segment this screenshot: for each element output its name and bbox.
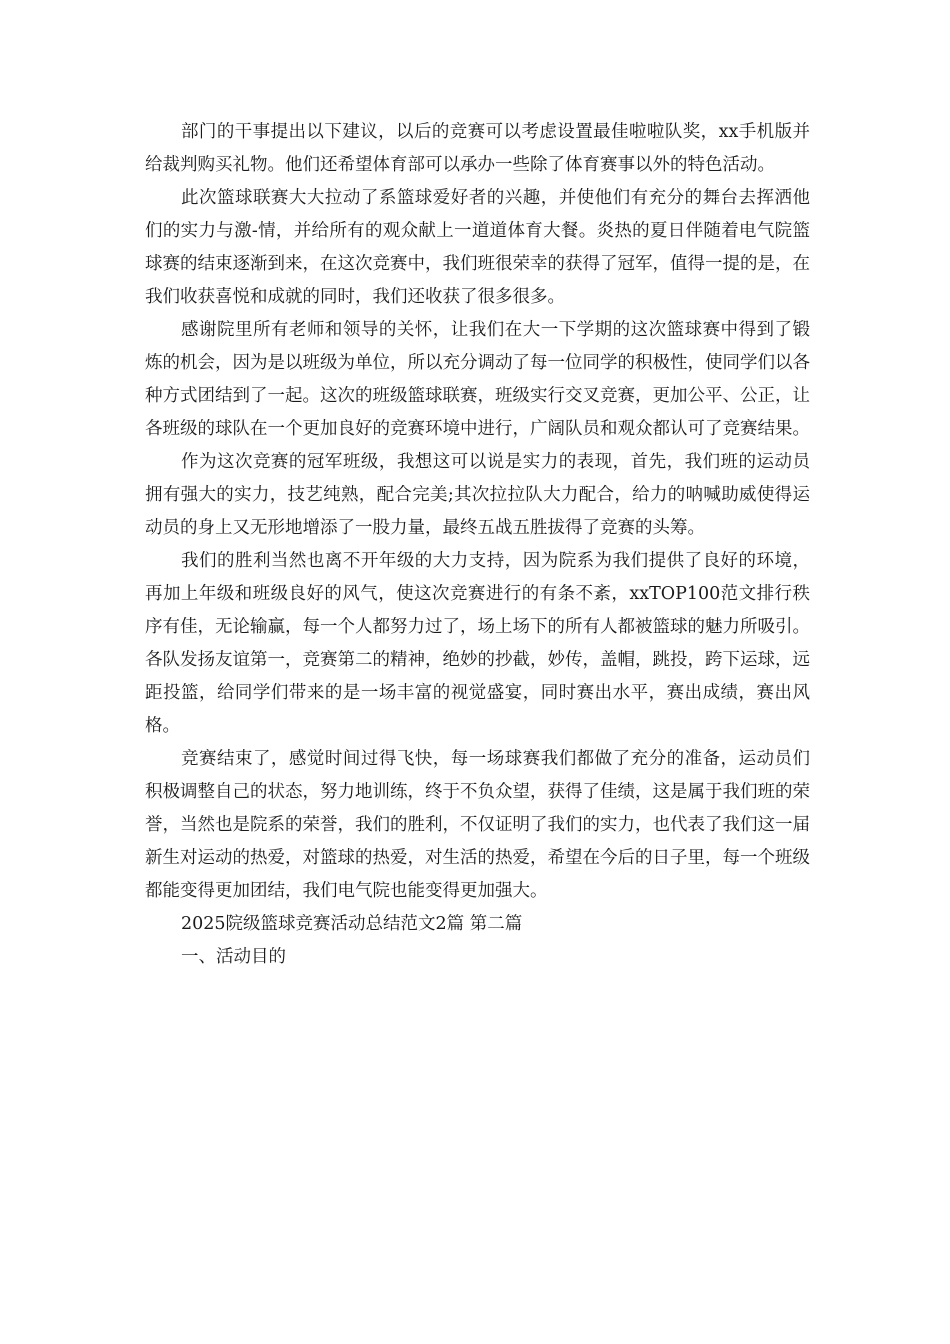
paragraph-league-interest: 此次篮球联赛大大拉动了系篮球爱好者的兴趣，并使他们有充分的舞台去挥洒他们的实力与激-情，并给所有的观众献上一道道体育大餐。炎热的夏日伴随着电气院篮球赛的结束逐渐到来，在这次竞赛中，我们班很荣幸的获得了冠军，值得一提的是，在我们收获喜悦和成就的同时，我们还收获了很多很多。 [145, 188, 810, 307]
paragraph-conclusion: 竞赛结束了，感觉时间过得飞快，每一场球赛我们都做了充分的准备，运动员们积极调整自己的状态，努力地训练，终于不负众望，获得了佳绩，这是属于我们班的荣誉，当然也是院系的荣誉，我们的胜利，不仅证明了我们的实力，也代表了我们这一届新生对运动的热爱，对篮球的热爱，对生活的热爱，希望在今后的日子里，每一个班级都能变得更加团结，我们电气院也能变得更加强大。 [145, 749, 810, 901]
paragraph-suggestions: 部门的干事提出以下建议，以后的竞赛可以考虑设置最佳啦啦队奖，xx手机版并给裁判购买礼物。他们还希望体育部可以承办一些除了体育赛事以外的特色活动。 [145, 122, 810, 175]
paragraph-thanks: 感谢院里所有老师和领导的关怀，让我们在大一下学期的这次篮球赛中得到了锻炼的机会，因为是以班级为单位，所以充分调动了每一位同学的积极性，使同学们以各种方式团结到了一起。这次的班级篮球联赛，班级实行交叉竞赛，更加公平、公正，让各班级的球队在一个更加良好的竞赛环境中进行，广阔队员和观众都认可了竞赛结果。 [145, 320, 810, 439]
paragraph-champion: 作为这次竞赛的冠军班级，我想这可以说是实力的表现，首先，我们班的运动员拥有强大的实力，技艺纯熟，配合完美;其次拉拉队大力配合，给力的呐喊助威使得运动员的身上又无形地增添了一股力量，最终五战五胜拔得了竞赛的头筹。 [145, 452, 810, 538]
subheading-purpose: 一、活动目的 [181, 947, 286, 967]
paragraph-support: 我们的胜利当然也离不开年级的大力支持，因为院系为我们提供了良好的环境，再加上年级和班级良好的风气，使这次竞赛进行的有条不紊，xxTOP100范文排行秩序有佳，无论输赢，每一个人都努力过了，场上场下的所有人都被篮球的魅力所吸引。各队发扬友谊第一，竞赛第二的精神，绝妙的抄截，妙传，盖帽，跳投，跨下运球，远距投篮，给同学们带来的是一场丰富的视觉盛宴，同时赛出水平，赛出成绩，赛出风格。 [145, 551, 810, 736]
document-body [145, 116, 810, 974]
section-title: 2025院级篮球竞赛活动总结范文2篇 第二篇 [181, 914, 523, 934]
